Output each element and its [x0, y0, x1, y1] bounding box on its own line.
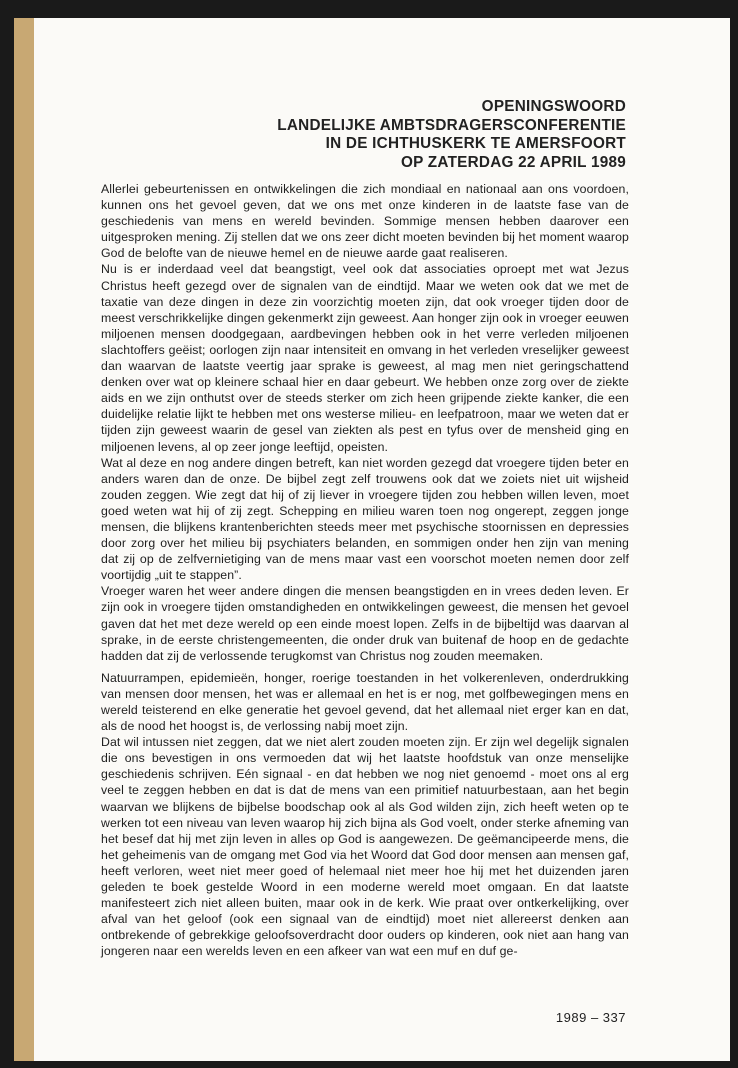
- article-body: [101, 181, 629, 960]
- title-line: OPENINGSWOORD: [481, 98, 626, 115]
- paragraph: Dat wil intussen niet zeggen, dat we niet alert zouden moeten zijn. Er zijn wel degelijk signalen die ons bevestigen in ons vermoeden dat wij het laatste hoofdstuk van onze menselijke geschiedenis schrijven. Eén signaal - en dat hebben we nog niet genoemd - moet ons al erg veel te zeggen hebben en dat is dat de mens van een primitief natuurbestaan, aan het begin waarvan we blijkens de bijbelse boodschap ook al als God wilden zijn, zich heeft weten op te werken tot een niveau van leven waarop hij zich bijna als God voelt, onder sterke afneming van het besef dat hij met zijn leven in alles op God is aangewezen. De geëmancipeerde mens, die het geheimenis van de omgang met God via het Woord dat God door mensen aan mensen gaf, heeft verloren, weet niet meer goed of helemaal niet meer hoe hij met het duizenden jaren geleden te boek gestelde Woord in een moderne wereld moet omgaan. En dat laatste manifesteert zich niet alleen buiten, maar ook in de kerk. Wie praat over ontkerkelijking, over afval van het geloof (ook een signaal van de eindtijd) moet niet allereerst denken aan ontbrekende of gebrekkige geloofsoverdracht door ouders op kinderen, ook niet aan hang van jongeren naar een werelds leven en een afkeer van wat een muf en duf ge-: [101, 735, 629, 959]
- document-page: [14, 18, 730, 1061]
- paragraph: Nu is er inderdaad veel dat beangstigt, veel ook dat associaties oproept met wat Jezus Christus heeft gezegd over de signalen van de eindtijd. Maar we weten ook dat we met de taxatie van deze dingen in deze zin voorzichtig moeten zijn, dat ook vroeger tijden door de meest verschrikkelijke dingen gekenmerkt zijn geweest. Aan honger zijn ook in vroeger eeuwen miljoenen mensen doodgegaan, aardbevingen hebben ook in het verre verleden miljoenen slachtoffers geëist; oorlogen zijn naar intensiteit en omvang in het verleden vreselijker geweest dan waarvan de laatste veertig jaar sprake is geweest, al mag men niet geringschattend denken over wat op kleinere schaal hier en daar gebeurt. We hebben onze zorg over de ziekte aids en we zijn onthutst over de steeds sterker om zich heen grijpende ziekte kanker, die een duidelijke relatie lijkt te hebben met ons westerse milieu- en leefpatroon, maar we weten dat er tijden zijn geweest waarin de gesel van ziekten als pest en tyfus over de mensheid ging en miljoenen levens, al op zeer jonge leeftijd, opeisten.: [101, 262, 629, 454]
- paragraph: Allerlei gebeurtenissen en ontwikkelingen die zich mondiaal en nationaal aan ons voordoen, kunnen ons het gevoel geven, dat we ons met onze kinderen in de laatste fase van de geschiedenis van mens en wereld bevinden. Sommige mensen hebben daarover een uitgesproken mening. Zij stellen dat we ons zeer dicht moeten bevinden bij het moment waarop God de belofte van de nieuwe hemel en de nieuwe aarde gaat realiseren.: [101, 182, 629, 261]
- paragraph: Wat al deze en nog andere dingen betreft, kan niet worden gezegd dat vroegere tijden beter en anders waren dan de onze. De bijbel zegt zelf trouwens ook dat we zoiets niet uit wijsheid zouden zeggen. Wie zegt dat hij of zij liever in vroegere tijden zou hebben willen leven, moet goed weten wat hij of zij zegt. Schepping en milieu waren toen nog ongerept, zeggen jonge mensen, die blijkens krantenberichten steeds meer met psychische stoornissen en depressies door zorg over het milieu bij psychiaters belanden, en sommigen onder hen zijn van mening dat zij op de zelfvernietiging van de mens maar vast een voorschot moeten nemen door zelf voortijdig „uit te stappen”.: [101, 455, 629, 583]
- paragraph: Vroeger waren het weer andere dingen die mensen beangstigden en in vrees deden leven. Er zijn ook in vroegere tijden omstandigheden en ontwikkelingen geweest, die mensen het gevoel gaven dat het met deze wereld op een einde moest lopen. Zelfs in de bijbeltijd was daarvan al sprake, in de eerste christengemeenten, die onder druk van buitenaf de hoop en de gedachte hadden dat zij de verlossende terugkomst van Christus nog zouden meemaken.: [101, 584, 629, 663]
- title-line: IN DE ICHTHUSKERK TE AMERSFOORT: [325, 135, 626, 152]
- title-line: OP ZATERDAG 22 APRIL 1989: [400, 153, 626, 171]
- binding-margin-strip: [14, 18, 34, 1061]
- paragraph: Natuurrampen, epidemieën, honger, roerige toestanden in het volkerenleven, onderdrukking van mensen door mensen, het was er allemaal en het is er nog, met golfbewegingen mens en wereld teisterend en elke generatie het gevoel gevend, dat het allemaal niet erger kan en dat, als de nood het hoogst is, de verlossing nabij moet zijn.: [101, 670, 629, 734]
- page-number: 1989 – 337: [555, 1010, 626, 1025]
- article-title: [277, 98, 626, 172]
- title-line: LANDELIJKE AMBTSDRAGERSCONFERENTIE: [277, 116, 626, 134]
